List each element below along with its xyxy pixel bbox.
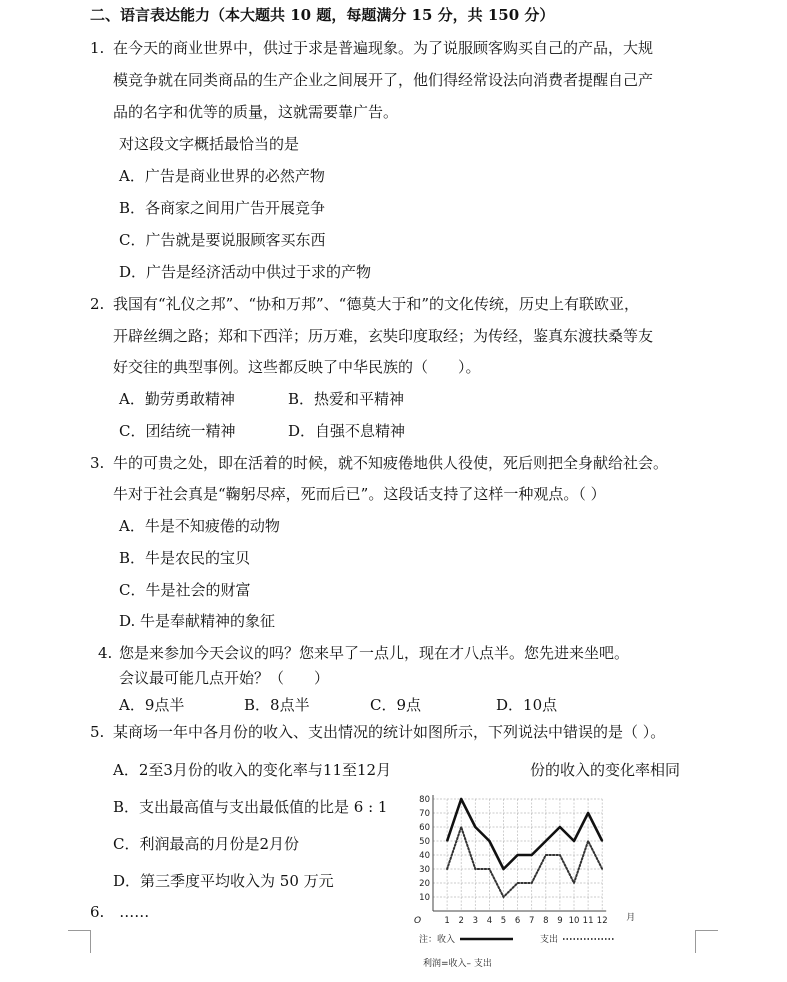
question-6: 6. …… — [90, 903, 150, 921]
option-a-continued: 份的收入的变化率相同 — [530, 761, 681, 779]
x-tick-label: 9 — [557, 916, 563, 926]
option-c: C．团结统一精神 — [119, 422, 236, 440]
y-tick-label: 30 — [419, 865, 430, 875]
question-text-line: 开辟丝绸之路；郑和下西洋；历万难，玄奘印度取经；为传经，鉴真东渡扶桑等友 — [113, 327, 654, 345]
question-number: 2. — [90, 295, 105, 313]
question-number: 1. — [90, 39, 105, 57]
x-tick-label: 11 — [582, 916, 594, 926]
section-heading: 二、语言表达能力（本大题共 10 题，每题满分 15 分，共 150 分） — [90, 6, 555, 24]
page-corner-mark-right — [695, 930, 718, 953]
option-c: C．利润最高的月份是2月份 — [113, 835, 300, 853]
x-axis-label: 月 — [626, 913, 636, 923]
y-tick-label: 70 — [419, 809, 430, 819]
x-tick-label: 8 — [543, 916, 549, 926]
x-tick-label: 6 — [514, 916, 521, 926]
question-text-line: 模竞争就在同类商品的生产企业之间展开了，他们得经常设法向消费者提醒自己产 — [113, 71, 654, 89]
question-number: 5. — [90, 723, 105, 741]
option-c: C．广告就是要说服顾客买东西 — [119, 231, 326, 249]
x-tick-label: 1 — [444, 916, 450, 926]
x-tick-label: 7 — [528, 916, 535, 926]
option-a: A．牛是不知疲倦的动物 — [119, 517, 280, 535]
expense-line — [447, 827, 602, 897]
y-tick-label: 50 — [419, 837, 430, 847]
expense-point — [446, 868, 448, 870]
x-tick-label: 2 — [458, 916, 464, 926]
x-tick-label: 12 — [596, 916, 608, 926]
income-point — [573, 840, 575, 842]
expense-point — [460, 826, 462, 828]
x-tick-label: 10 — [568, 916, 580, 926]
chart-note: 利润=收入– 支出 — [423, 959, 492, 969]
chart-axes — [433, 795, 606, 911]
option-d: D．10点 — [496, 696, 558, 714]
option-b: B．牛是农民的宝贝 — [119, 549, 251, 567]
question-text-line: 我国有“礼仪之邦”、“协和万邦”、“德莫大于和”的文化传统，历史上有联欧亚， — [113, 295, 640, 313]
option-b: B．各商家之间用广告开展竞争 — [119, 199, 326, 217]
question-text-line: 会议最可能几点开始？（ ） — [119, 669, 330, 687]
x-tick-label: 3 — [472, 916, 479, 926]
question-text-line: 好交往的典型事例。这些都反映了中华民族的（ ）。 — [113, 358, 481, 376]
income-point — [531, 854, 533, 856]
question-text-line: 牛的可贵之处，即在活着的时候，就不知疲倦地供人役使，死后则把全身献给社会。 — [113, 454, 669, 472]
expense-point — [559, 854, 561, 856]
expense-point — [531, 882, 533, 884]
question-text-line: 在今天的商业世界中，供过于求是普遍现象。为了说服顾客购买自己的产品，大规 — [113, 39, 654, 57]
option-a: A．9点半 — [119, 696, 185, 714]
question-number: 3. — [90, 454, 105, 472]
y-tick-label: 80 — [419, 795, 430, 805]
expense-point — [573, 882, 575, 884]
option-b: B．8点半 — [244, 696, 310, 714]
page-corner-mark-left — [68, 930, 91, 953]
option-a: A．勤劳勇敢精神 — [119, 390, 235, 408]
question-text-line: 某商场一年中各月份的收入、支出情况的统计如图所示，下列说法中错误的是（ ）。 — [113, 723, 666, 741]
y-tick-label: 60 — [419, 823, 430, 833]
option-b: B．支出最高值与支出最低值的比是 6 : 1 — [113, 798, 388, 816]
option-d: D. 牛是奉献精神的象征 — [119, 612, 276, 630]
income-point — [460, 798, 462, 800]
question-number: 4. — [98, 644, 113, 662]
income-point — [559, 826, 561, 828]
option-a: A．2至3月份的收入的变化率与11至12月 — [113, 761, 392, 779]
expense-point — [545, 854, 547, 856]
y-tick-label: 20 — [419, 879, 430, 889]
income-point — [517, 854, 519, 856]
income-point — [489, 840, 491, 842]
option-d: D．广告是经济活动中供过于求的产物 — [119, 263, 372, 281]
expense-point — [489, 868, 491, 870]
expense-point — [503, 896, 505, 898]
y-tick-label: 40 — [419, 851, 430, 861]
question-text-line: 品的名字和优等的质量，这就需要靠广告。 — [113, 103, 399, 121]
expense-point — [601, 868, 603, 870]
option-d: D．自强不息精神 — [288, 422, 406, 440]
income-point — [601, 840, 603, 842]
x-tick-label: 5 — [500, 916, 507, 926]
option-b: B．热爱和平精神 — [288, 390, 405, 408]
legend-prefix: 注： — [419, 935, 438, 945]
income-point — [503, 868, 505, 870]
legend-income-label: 收入 — [437, 935, 456, 945]
legend-expense-label: 支出 — [540, 935, 559, 945]
option-c: C．牛是社会的财富 — [119, 581, 251, 599]
expense-point — [587, 840, 589, 842]
question-prompt: 对这段文字概括最恰当的是 — [119, 135, 300, 153]
origin-label: O — [414, 916, 422, 926]
income-point — [587, 812, 589, 814]
income-expense-chart — [405, 780, 660, 975]
income-point — [545, 840, 547, 842]
x-tick-label: 4 — [486, 916, 493, 926]
question-text-line: 您是来参加今天会议的吗？您来早了一点儿，现在才八点半。您先进来坐吧。 — [119, 644, 630, 662]
income-point — [475, 826, 477, 828]
option-d: D．第三季度平均收入为 50 万元 — [113, 872, 334, 890]
income-point — [446, 840, 448, 842]
option-a: A．广告是商业世界的必然产物 — [119, 167, 325, 185]
question-text-line: 牛对于社会真是“鞠躬尽瘁，死而后已”。这段话支持了这样一种观点。（ ） — [113, 485, 606, 503]
expense-point — [517, 882, 519, 884]
expense-point — [475, 868, 477, 870]
income-line — [447, 799, 602, 869]
y-tick-label: 10 — [419, 893, 430, 903]
option-c: C．9点 — [370, 696, 422, 714]
